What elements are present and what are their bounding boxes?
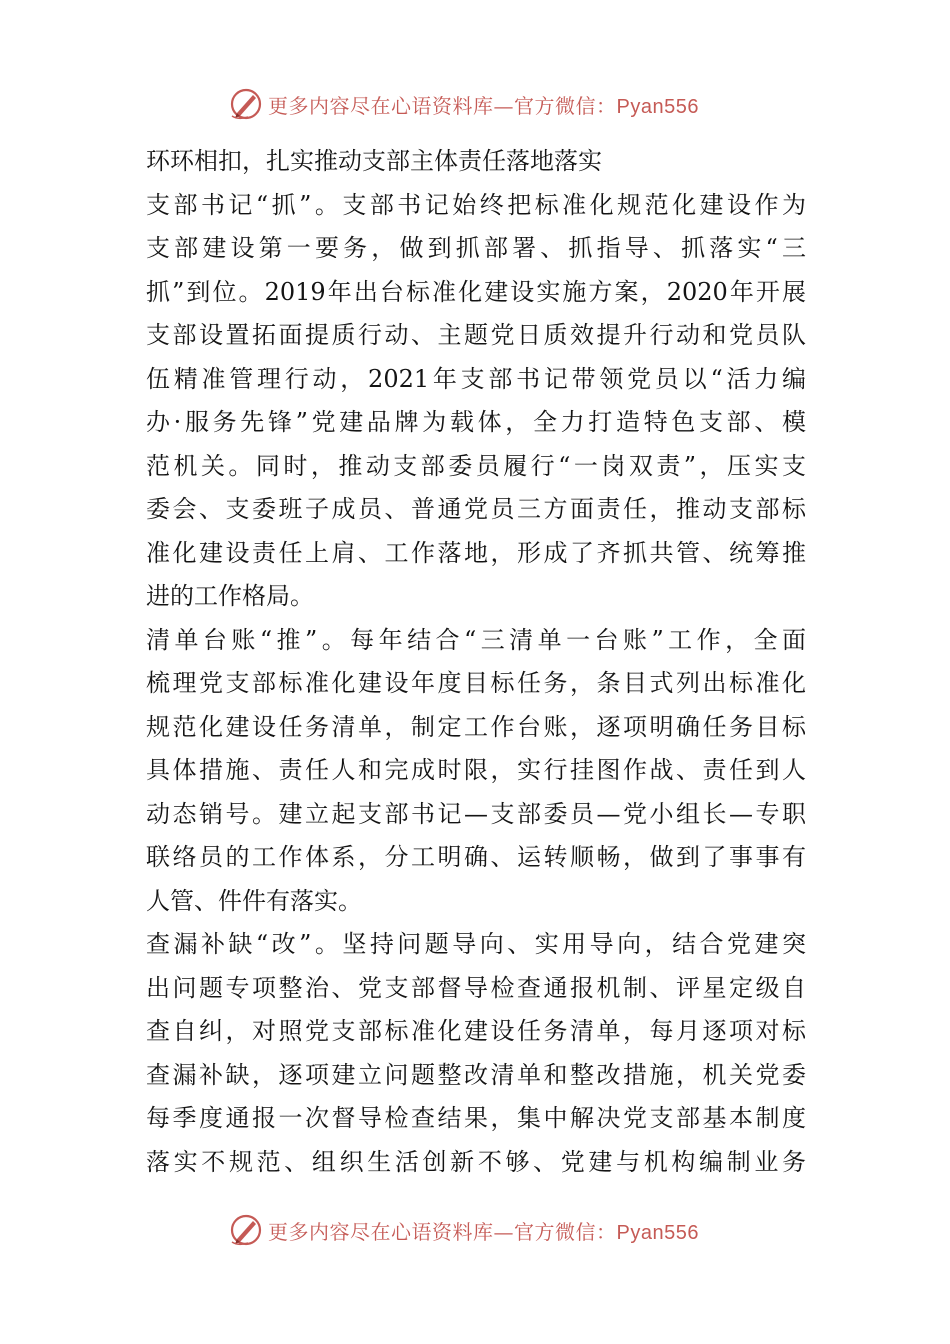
text-line: 办·服务先锋”党建品牌为载体，全力打造特色支部、模 — [146, 408, 806, 436]
text-line: 范机关。同时，推动支部委员履行“一岗双责”，压实支 — [146, 451, 806, 480]
paragraph-secretary — [146, 184, 806, 619]
header-banner — [228, 84, 728, 124]
wechat-id: Pyan556 — [616, 1221, 699, 1244]
text-line: 支部建设第一要务，做到抓部署、抓指导、抓落实“三 — [146, 234, 806, 262]
text-line: 联络员的工作体系，分工明确、运转顺畅，做到了事事有 — [146, 843, 806, 871]
text-line: 委会、支委班子成员、普通党员三方面责任，推动支部标 — [146, 495, 806, 523]
text-line: 每季度通报一次督导检查结果，集中解决党支部基本制度 — [146, 1104, 806, 1132]
text-line: 规范化建设任务清单，制定工作台账，逐项明确任务目标 — [146, 712, 806, 741]
footer-banner — [228, 1210, 728, 1250]
banner-text: 更多内容尽在心语资料库—官方微信：Pyan556 — [268, 93, 699, 118]
pen-circle-logo-icon — [228, 86, 264, 122]
text-line: 进的工作格局。 — [146, 582, 314, 610]
text-line: 支部设置拓面提质行动、主题党日质效提升行动和党员队 — [146, 321, 806, 349]
document-body — [146, 140, 806, 1184]
text-line: 抓”到位。2019年出台标准化建设实施方案，2020年开展 — [146, 277, 806, 306]
text-line: 环环相扣，扎实推动支部主体责任落地落实 — [146, 147, 602, 175]
text-line: 梳理党支部标准化建设年度目标任务，条目式列出标准化 — [146, 669, 806, 697]
paragraph-heading — [146, 140, 806, 184]
text-line: 查漏补缺“改”。坚持问题导向、实用导向，结合党建突 — [146, 930, 806, 958]
text-line: 落实不规范、组织生活创新不够、党建与机构编制业务 — [146, 1147, 806, 1176]
pen-circle-logo-icon — [228, 1212, 264, 1248]
text-line: 查自纠，对照党支部标准化建设任务清单，每月逐项对标 — [146, 1017, 806, 1045]
text-line: 人管、件件有落实。 — [146, 886, 362, 915]
text-line: 清单台账“推”。每年结合“三清单一台账”工作，全面 — [146, 625, 806, 654]
text-line: 查漏补缺，逐项建立问题整改清单和整改措施，机关党委 — [146, 1060, 806, 1089]
paragraph-ledger — [146, 619, 806, 924]
text-line: 具体措施、责任人和完成时限，实行挂图作战、责任到人 — [146, 756, 806, 784]
text-line: 准化建设责任上肩、工作落地，形成了齐抓共管、统筹推 — [146, 538, 806, 567]
text-line: 出问题专项整治、党支部督导检查通报机制、评星定级自 — [146, 973, 806, 1002]
text-line: 动态销号。建立起支部书记—支部委员—党小组长—专职 — [146, 799, 806, 828]
paragraph-rectify — [146, 923, 806, 1184]
wechat-id: Pyan556 — [616, 95, 699, 118]
text-line: 支部书记“抓”。支部书记始终把标准化规范化建设作为 — [146, 190, 806, 219]
text-line: 伍精准管理行动，2021年支部书记带领党员以“活力编 — [146, 364, 806, 393]
banner-text: 更多内容尽在心语资料库—官方微信：Pyan556 — [268, 1219, 699, 1244]
